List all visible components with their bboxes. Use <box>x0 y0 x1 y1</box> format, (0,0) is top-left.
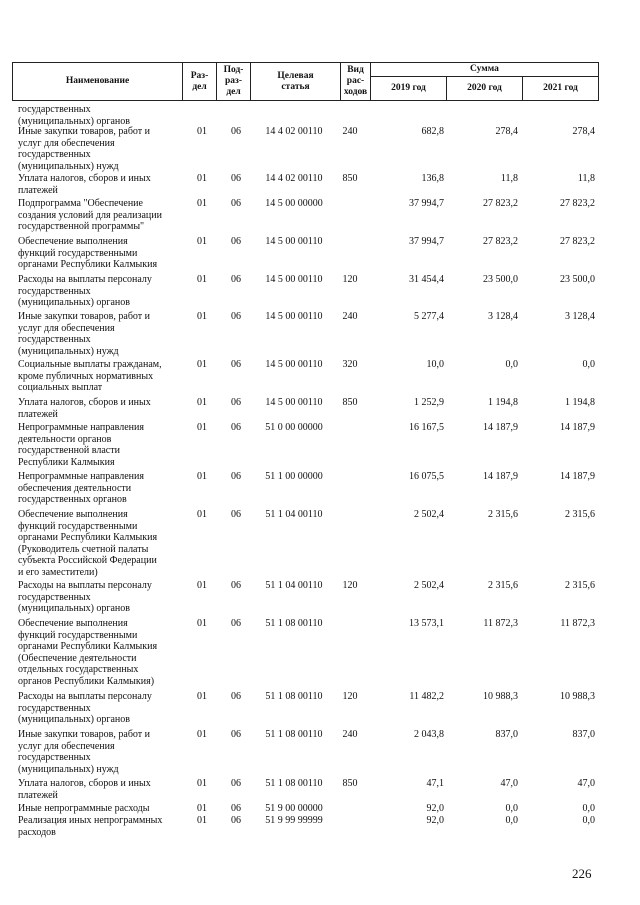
cell-celevaya: 51 0 00 00000 <box>265 422 323 433</box>
cell-sum-2021: 0,0 <box>582 803 595 814</box>
cell-name-line: Обеспечение выполнения <box>18 509 128 520</box>
cell-podrazdel: 06 <box>231 236 241 247</box>
cell-name-line: социальных выплат <box>18 382 103 393</box>
cell-sum-2019: 31 454,4 <box>409 274 444 285</box>
header-vid-line: Вид <box>347 65 364 75</box>
cell-name-line: государственных <box>18 702 91 714</box>
cell-sum-2019: 2 502,4 <box>414 509 444 520</box>
cell-sum-2020: 27 823,2 <box>483 236 518 247</box>
cell-vid: 240 <box>342 729 358 740</box>
cell-sum-2021: 47,0 <box>577 778 595 789</box>
header-summa: Сумма <box>371 63 599 77</box>
cell-name <box>18 359 188 394</box>
cell-name-line: функций государственными <box>18 520 138 532</box>
cell-celevaya: 14 5 00 00110 <box>265 397 323 408</box>
cell-vid: 120 <box>342 580 358 591</box>
cell-celevaya: 51 1 08 00110 <box>265 691 323 702</box>
cell-name <box>18 173 188 196</box>
cell-name <box>18 236 188 271</box>
cell-podrazdel: 06 <box>231 509 241 520</box>
cell-sum-2020: 3 128,4 <box>488 311 518 322</box>
cell-sum-2020: 2 315,6 <box>488 580 518 591</box>
cell-celevaya: 14 4 02 00110 <box>265 173 323 184</box>
cell-name-line: государственных органов <box>18 494 127 505</box>
cell-celevaya: 51 1 04 00110 <box>265 580 323 591</box>
cell-sum-2019: 1 252,9 <box>414 397 444 408</box>
cell-name-line: деятельности органов <box>18 433 112 445</box>
cell-celevaya: 51 9 00 00000 <box>265 803 323 814</box>
cell-sum-2021: 0,0 <box>582 359 595 370</box>
header-vid-line: ходов <box>343 87 368 97</box>
cell-sum-2019: 47,1 <box>426 778 444 789</box>
cell-name-line: услуг для обеспечения <box>18 322 115 334</box>
cell-sum-2021: 11,8 <box>577 173 595 184</box>
cell-name-line: платежей <box>18 408 58 420</box>
cell-sum-2021: 2 315,6 <box>565 580 595 591</box>
cell-sum-2020: 47,0 <box>500 778 518 789</box>
cell-sum-2021: 278,4 <box>572 126 595 137</box>
cell-podrazdel: 06 <box>231 618 241 629</box>
cell-razdel: 01 <box>197 236 207 247</box>
cell-vid: 120 <box>342 691 358 702</box>
cell-name-line: и его заместители) <box>18 566 98 578</box>
cell-razdel: 01 <box>197 803 207 814</box>
cell-celevaya: 14 5 00 00110 <box>265 359 323 370</box>
cell-podrazdel: 06 <box>231 359 241 370</box>
cell-name <box>18 691 188 726</box>
cell-celevaya: 51 1 08 00110 <box>265 729 323 740</box>
cell-razdel: 01 <box>197 815 207 826</box>
cell-name-line: функций государственными <box>18 247 138 259</box>
cell-name-line: Уплата налогов, сборов и иных <box>18 397 151 408</box>
cell-name <box>18 198 188 233</box>
cell-name <box>18 274 188 309</box>
cell-sum-2020: 1 194,8 <box>488 397 518 408</box>
cell-name-line: (Руководитель счетной палаты <box>18 543 149 555</box>
cell-sum-2020: 0,0 <box>505 359 518 370</box>
cell-vid: 120 <box>342 274 358 285</box>
cell-razdel: 01 <box>197 618 207 629</box>
cell-sum-2019: 136,8 <box>421 173 444 184</box>
cell-name-line: (муниципальных) нужд <box>18 160 119 172</box>
cell-name-line: государственных <box>18 591 91 603</box>
cell-sum-2020: 11 872,3 <box>483 618 518 629</box>
cell-vid: 240 <box>342 311 358 322</box>
cell-sum-2020: 10 988,3 <box>483 691 518 702</box>
cell-sum-2021: 2 315,6 <box>565 509 595 520</box>
cell-sum-2021: 14 187,9 <box>560 471 595 482</box>
cell-sum-2019: 92,0 <box>426 803 444 814</box>
cell-name-line: государственных <box>18 285 91 297</box>
cell-name <box>18 815 188 838</box>
cell-name-line: (муниципальных) органов <box>18 603 131 614</box>
cell-name <box>18 126 188 172</box>
cell-razdel: 01 <box>197 729 207 740</box>
cell-name <box>18 778 188 801</box>
cell-name-line: государственной программы" <box>18 221 145 232</box>
cell-celevaya: 51 1 08 00110 <box>265 778 323 789</box>
header-podrazdel-line: дел <box>226 87 241 97</box>
cell-name-line: создания условий для реализации <box>18 209 162 221</box>
cell-sum-2021: 14 187,9 <box>560 422 595 433</box>
header-vid-line: рас- <box>346 76 365 86</box>
cell-sum-2021: 27 823,2 <box>560 236 595 247</box>
cell-name-line: Реализация иных непрограммных <box>18 815 163 826</box>
cell-name <box>18 311 188 357</box>
header-celevaya-line: Целевая <box>277 70 314 81</box>
cell-name-line: государственных <box>18 149 91 160</box>
header-year-2020: 2020 год <box>447 77 523 101</box>
cell-name-line: (муниципальных) органов <box>18 714 131 725</box>
cell-sum-2021: 10 988,3 <box>560 691 595 702</box>
cell-podrazdel: 06 <box>231 311 241 322</box>
cell-celevaya: 14 5 00 00110 <box>265 236 323 247</box>
cell-celevaya: 14 5 00 00110 <box>265 311 323 322</box>
cell-podrazdel: 06 <box>231 422 241 433</box>
cell-name-line: (муниципальных) нужд <box>18 345 119 357</box>
cell-sum-2020: 837,0 <box>495 729 518 740</box>
header-podrazdel-line: раз- <box>224 76 242 86</box>
cell-sum-2019: 16 075,5 <box>409 471 444 482</box>
cell-sum-2021: 3 128,4 <box>565 311 595 322</box>
cell-sum-2019: 16 167,5 <box>409 422 444 433</box>
cell-sum-2021: 11 872,3 <box>560 618 595 629</box>
cell-name <box>18 803 188 815</box>
cell-name-line: Непрограммные направления <box>18 471 144 482</box>
cell-sum-2021: 23 500,0 <box>560 274 595 285</box>
cell-razdel: 01 <box>197 274 207 285</box>
cell-name-line: Обеспечение выполнения <box>18 236 128 247</box>
cell-name-line: Социальные выплаты гражданам, <box>18 359 162 370</box>
cell-name-line: государственной власти <box>18 445 120 456</box>
cell-sum-2020: 0,0 <box>505 815 518 826</box>
cell-podrazdel: 06 <box>231 803 241 814</box>
cell-name-line: Республики Калмыкия <box>18 456 115 468</box>
header-year-2021: 2021 год <box>523 77 599 101</box>
cell-sum-2021: 1 194,8 <box>565 397 595 408</box>
cell-name <box>18 509 188 578</box>
cell-sum-2019: 92,0 <box>426 815 444 826</box>
cell-sum-2019: 37 994,7 <box>409 198 444 209</box>
cell-name-line: Иные закупки товаров, работ и <box>18 126 151 137</box>
cell-sum-2019: 13 573,1 <box>409 618 444 629</box>
cell-podrazdel: 06 <box>231 397 241 408</box>
cell-name <box>18 422 188 468</box>
cell-celevaya: 51 1 04 00110 <box>265 509 323 520</box>
cell-name-line: Расходы на выплаты персоналу <box>18 691 152 702</box>
cell-sum-2019: 2 502,4 <box>414 580 444 591</box>
cell-podrazdel: 06 <box>231 126 241 137</box>
cell-name-line: Непрограммные направления <box>18 422 144 433</box>
cell-podrazdel: 06 <box>231 471 241 482</box>
cell-sum-2020: 23 500,0 <box>483 274 518 285</box>
cell-razdel: 01 <box>197 471 207 482</box>
cell-sum-2020: 11,8 <box>500 173 518 184</box>
cell-name-line: услуг для обеспечения <box>18 740 115 752</box>
cell-razdel: 01 <box>197 397 207 408</box>
cell-name-line: Расходы на выплаты персоналу <box>18 274 152 285</box>
cell-name-line: функций государственными <box>18 629 138 641</box>
cell-name-line: органами Республики Калмыкия <box>18 532 158 543</box>
cell-vid: 850 <box>342 778 358 789</box>
cell-razdel: 01 <box>197 198 207 209</box>
cell-sum-2020: 2 315,6 <box>488 509 518 520</box>
cell-name <box>18 618 188 687</box>
cell-sum-2021: 0,0 <box>582 815 595 826</box>
cell-name-line: Обеспечение выполнения <box>18 618 128 629</box>
cell-sum-2021: 837,0 <box>572 729 595 740</box>
header-razdel-line: Раз- <box>190 70 209 81</box>
cell-name-line: Уплата налогов, сборов и иных <box>18 173 151 184</box>
cell-name-line: (муниципальных) органов <box>18 297 131 308</box>
cell-name <box>18 397 188 420</box>
cell-sum-2019: 10,0 <box>426 359 444 370</box>
cell-razdel: 01 <box>197 778 207 789</box>
header-podrazdel-line: Под- <box>223 65 244 75</box>
cell-podrazdel: 06 <box>231 778 241 789</box>
cell-name <box>18 471 188 506</box>
cell-name-line: Иные закупки товаров, работ и <box>18 311 151 322</box>
cell-name-line: (муниципальных) нужд <box>18 763 119 775</box>
cell-name-line: органами Республики Калмыкия <box>18 641 158 652</box>
cell-name-line: субъекта Российской Федерации <box>18 555 157 566</box>
cell-name-line: (муниципальных) органов <box>18 115 131 127</box>
cell-sum-2019: 2 043,8 <box>414 729 444 740</box>
cell-name-line: услуг для обеспечения <box>18 137 115 149</box>
cell-celevaya: 51 1 08 00110 <box>265 618 323 629</box>
cell-name-line: Уплата налогов, сборов и иных <box>18 778 151 789</box>
header-year-2019: 2019 год <box>371 77 447 101</box>
cell-vid: 240 <box>342 126 358 137</box>
cell-podrazdel: 06 <box>231 580 241 591</box>
page-number: 226 <box>572 866 592 881</box>
cell-podrazdel: 06 <box>231 815 241 826</box>
cell-name-line: платежей <box>18 184 58 196</box>
cell-vid: 850 <box>342 173 358 184</box>
cell-name <box>18 104 188 127</box>
cell-sum-2020: 0,0 <box>505 803 518 814</box>
cell-podrazdel: 06 <box>231 691 241 702</box>
cell-name-line: государственных <box>18 334 91 345</box>
cell-name-line: отдельных государственных <box>18 664 139 675</box>
header-name: Наименование <box>13 63 183 101</box>
cell-celevaya: 14 5 00 00000 <box>265 198 323 209</box>
cell-razdel: 01 <box>197 509 207 520</box>
cell-sum-2020: 27 823,2 <box>483 198 518 209</box>
cell-name-line: Иные непрограммные расходы <box>18 803 150 814</box>
cell-name <box>18 580 188 615</box>
cell-razdel: 01 <box>197 311 207 322</box>
cell-sum-2019: 37 994,7 <box>409 236 444 247</box>
cell-name-line: органами Республики Калмыкия <box>18 259 158 270</box>
cell-name-line: обеспечения деятельности <box>18 482 132 494</box>
header-razdel-line: дел <box>192 81 207 92</box>
cell-podrazdel: 06 <box>231 173 241 184</box>
cell-razdel: 01 <box>197 126 207 137</box>
cell-name <box>18 729 188 775</box>
cell-name-line: платежей <box>18 789 58 801</box>
cell-name-line: (Обеспечение деятельности <box>18 652 137 664</box>
cell-name-line: государственных <box>18 752 91 763</box>
cell-name-line: расходов <box>18 826 56 838</box>
cell-name-line: Иные закупки товаров, работ и <box>18 729 151 740</box>
cell-name-line: кроме публичных нормативных <box>18 370 154 382</box>
cell-podrazdel: 06 <box>231 729 241 740</box>
cell-razdel: 01 <box>197 422 207 433</box>
cell-sum-2019: 682,8 <box>421 126 444 137</box>
cell-name-line: органов Республики Калмыкия) <box>18 675 155 687</box>
cell-celevaya: 51 1 00 00000 <box>265 471 323 482</box>
cell-celevaya: 14 5 00 00110 <box>265 274 323 285</box>
cell-sum-2020: 14 187,9 <box>483 422 518 433</box>
cell-vid: 320 <box>342 359 358 370</box>
cell-name-line: Подпрограмма "Обеспечение <box>18 198 143 209</box>
cell-celevaya: 14 4 02 00110 <box>265 126 323 137</box>
cell-name-line: Расходы на выплаты персоналу <box>18 580 152 591</box>
cell-vid: 850 <box>342 397 358 408</box>
cell-razdel: 01 <box>197 359 207 370</box>
cell-razdel: 01 <box>197 173 207 184</box>
cell-razdel: 01 <box>197 580 207 591</box>
cell-sum-2020: 278,4 <box>495 126 518 137</box>
header-celevaya-line: статья <box>281 81 310 92</box>
cell-podrazdel: 06 <box>231 274 241 285</box>
cell-podrazdel: 06 <box>231 198 241 209</box>
cell-sum-2019: 5 277,4 <box>414 311 444 322</box>
cell-sum-2021: 27 823,2 <box>560 198 595 209</box>
cell-celevaya: 51 9 99 99999 <box>265 815 323 826</box>
cell-razdel: 01 <box>197 691 207 702</box>
cell-sum-2020: 14 187,9 <box>483 471 518 482</box>
cell-name-line: государственных <box>18 104 91 115</box>
cell-sum-2019: 11 482,2 <box>409 691 444 702</box>
